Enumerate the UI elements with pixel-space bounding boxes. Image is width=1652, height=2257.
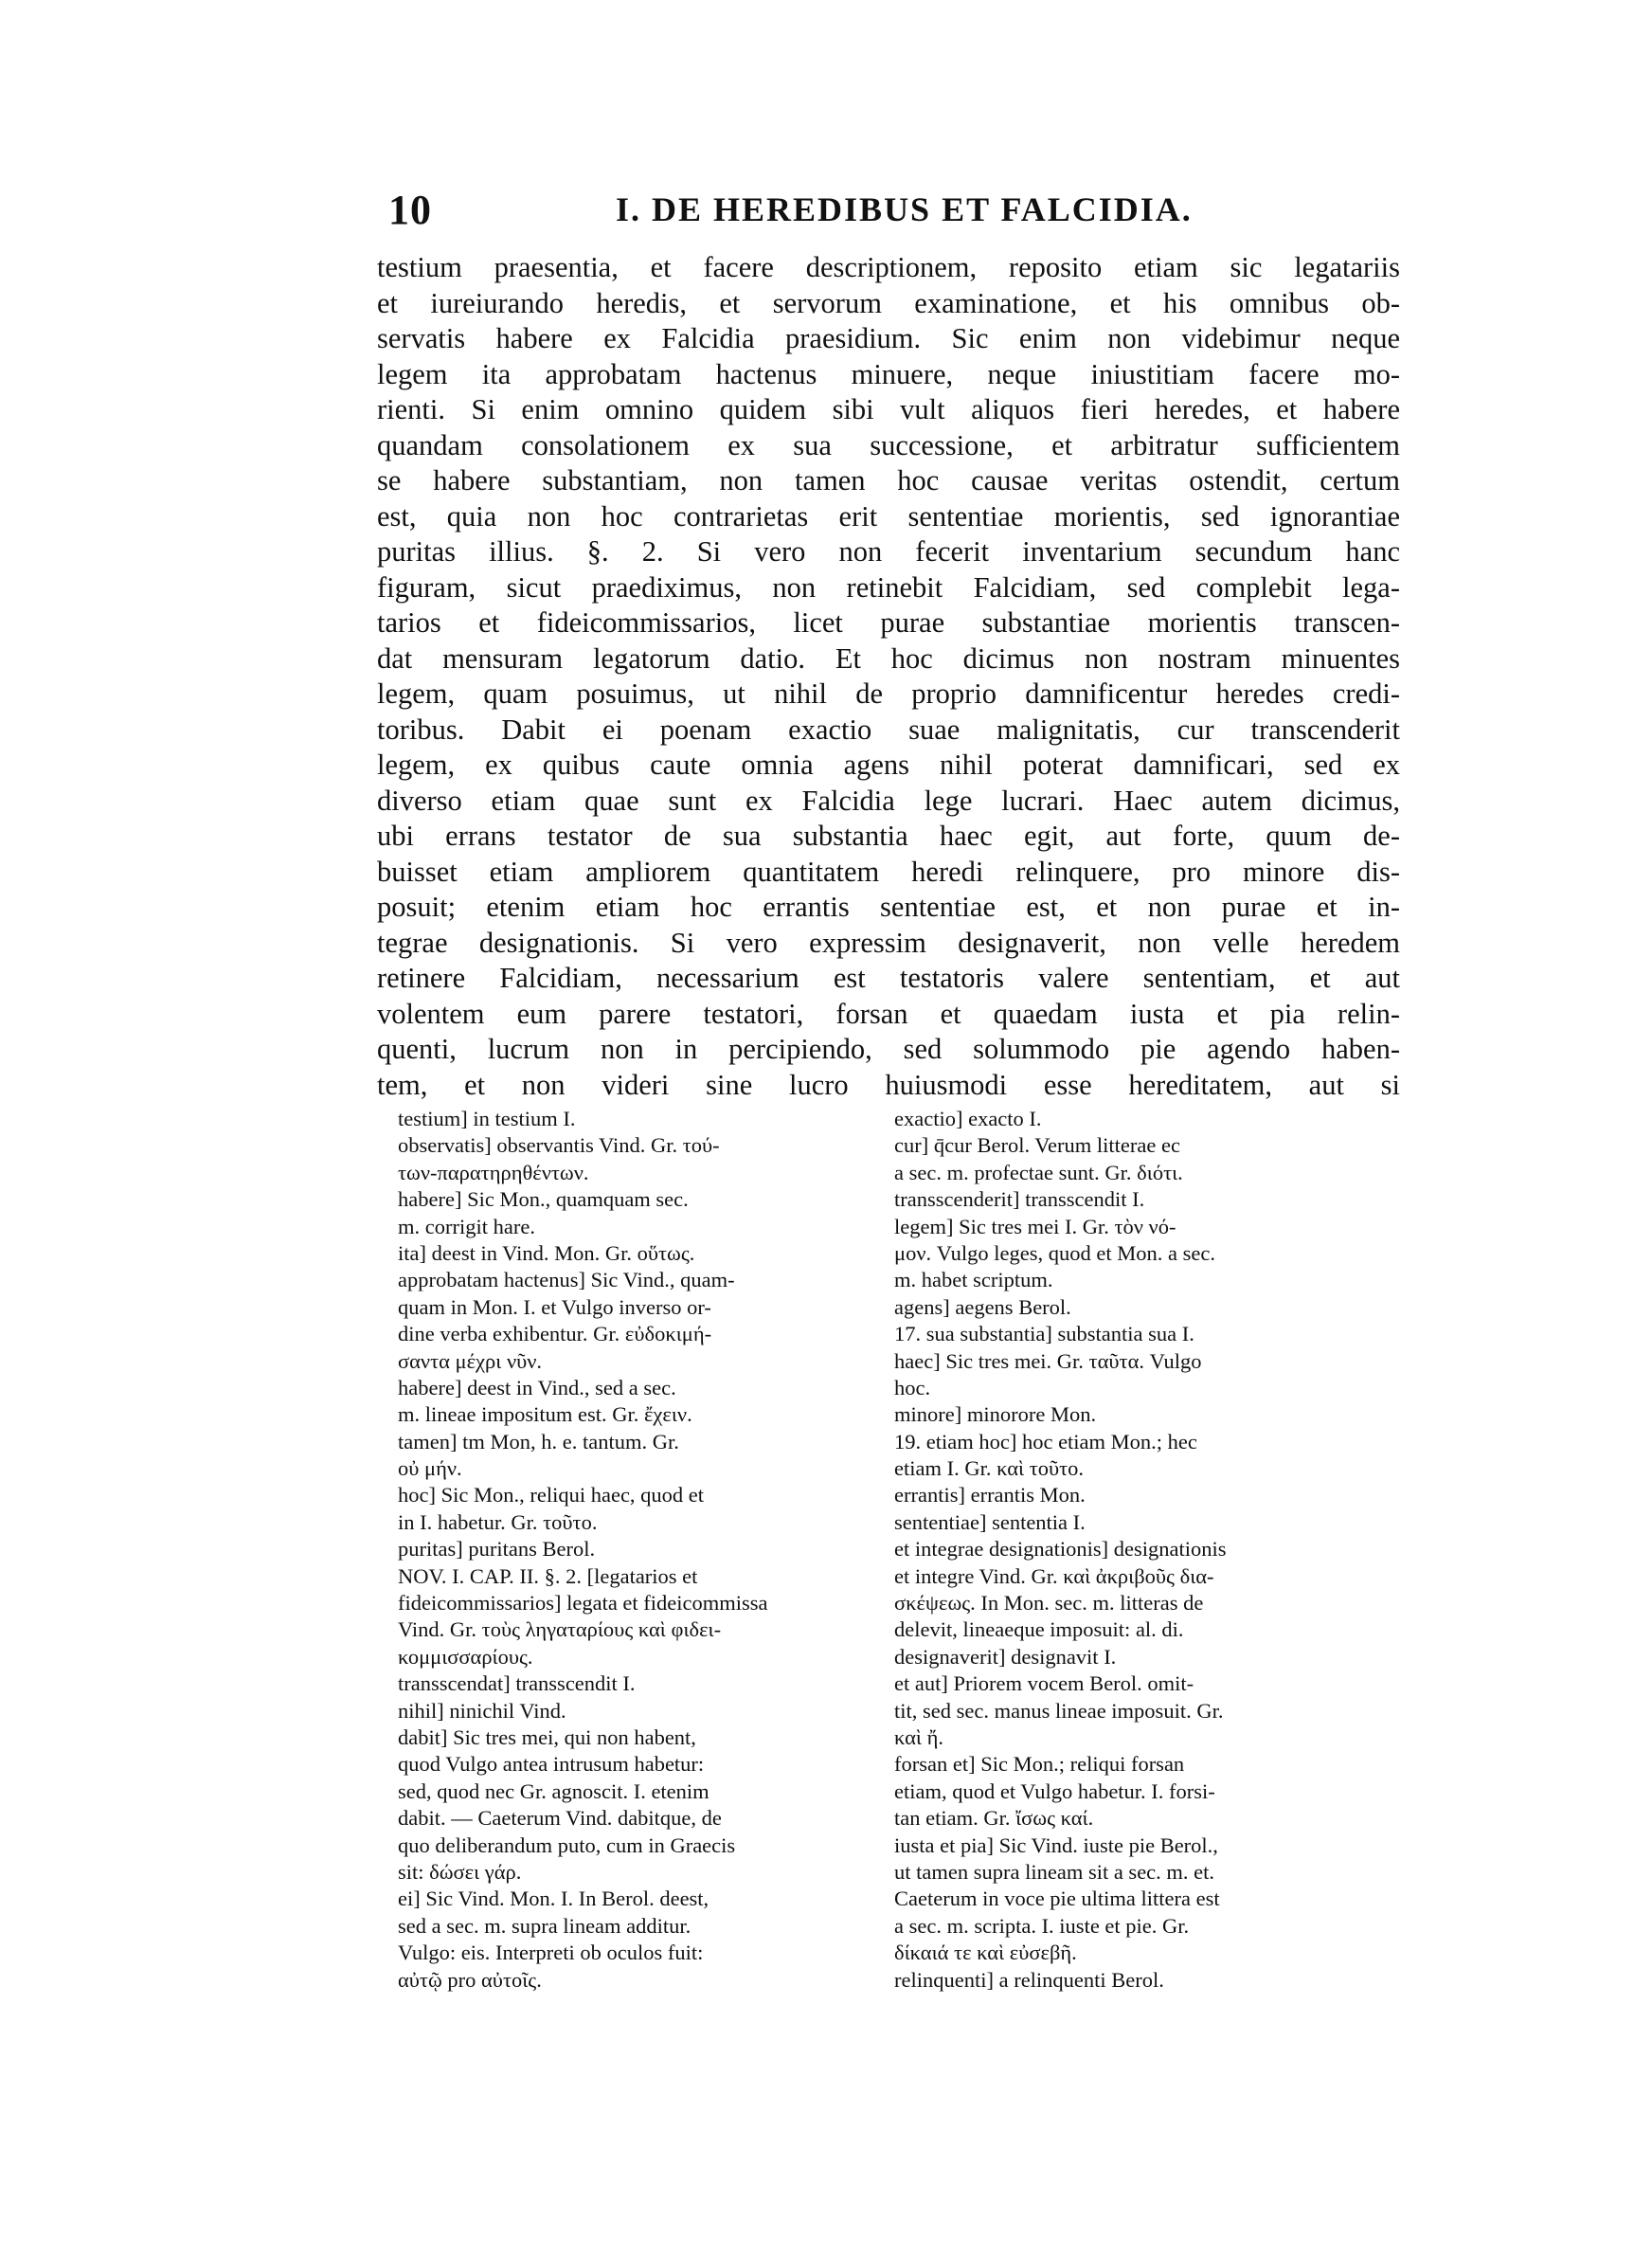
footnote-line: cur] q̄cur Berol. Verum litterae ec	[894, 1133, 1180, 1158]
footnote-line: tan etiam. Gr. ἴσως καί.	[894, 1806, 1094, 1831]
footnote-line: των-παρατηρηθέντων.	[398, 1160, 589, 1184]
footnote-line: agens] aegens Berol.	[894, 1294, 1071, 1319]
main-text-line: dat mensuram legatorum datio. Et hoc dicimus non nostram minuentes	[377, 641, 1400, 675]
main-text-line: buisset etiam ampliorem quantitatem heredi relinquere, pro minore dis-	[377, 855, 1400, 888]
footnote-line: delevit, lineaeque imposuit: al. di.	[894, 1617, 1184, 1642]
main-text-line: tegrae designationis. Si vero expressim designaverit, non velle heredem	[377, 926, 1400, 959]
main-text-line: ubi errans testator de sua substantia haec egit, aut forte, quum de-	[377, 820, 1400, 852]
main-text-line: legem, ex quibus caute omnia agens nihil poterat damnificari, sed ex	[377, 749, 1400, 781]
footnote-line: quod Vulgo antea intrusum habetur:	[398, 1752, 705, 1777]
footnote-line: ei] Sic Vind. Mon. I. In Berol. deest,	[398, 1887, 709, 1911]
page-number: 10	[388, 187, 432, 233]
footnote-line: καὶ ἤ.	[894, 1724, 943, 1749]
main-text-line: est, quia non hoc contrarietas erit sententiae morientis, sed ignorantiae	[377, 499, 1400, 533]
footnote-line: 17. sua substantia] substantia sua I.	[894, 1322, 1194, 1346]
footnote-line: et integre Vind. Gr. καὶ ἀκριβοῦς δια-	[894, 1563, 1214, 1588]
footnote-line: legem] Sic tres mei I. Gr. τὸν νό-	[894, 1214, 1176, 1238]
main-text-line: quenti, lucrum non in percipiendo, sed solummodo pie agendo haben-	[377, 1033, 1400, 1065]
footnote-line: dabit] Sic tres mei, qui non habent,	[398, 1724, 696, 1749]
footnote-line: dabit. — Caeterum Vind. dabitque, de	[398, 1806, 722, 1831]
footnotes-left-column	[398, 1106, 889, 1994]
footnote-line: μον. Vulgo leges, quod et Mon. a sec.	[894, 1240, 1215, 1265]
footnote-line: iusta et pia] Sic Vind. iuste pie Berol.,	[894, 1833, 1218, 1857]
main-text-line: quandam consolationem ex sua successione, et arbitratur sufficientem	[377, 428, 1400, 461]
footnote-line: sententiae] sententia I.	[894, 1509, 1086, 1534]
footnote-line: puritas] puritans Berol.	[398, 1537, 596, 1562]
footnote-line: minore] minorore Mon.	[894, 1402, 1097, 1427]
footnote-line: etiam I. Gr. καὶ τοῦτο.	[894, 1456, 1085, 1481]
main-text-line: toribus. Dabit ei poenam exactio suae malignitatis, cur transcenderit	[377, 713, 1400, 746]
footnote-line: ut tamen supra lineam sit a sec. m. et.	[894, 1859, 1215, 1884]
footnote-line: αὐτῷ pro αὐτοῖς.	[398, 1967, 542, 1992]
footnote-line: forsan et] Sic Mon.; reliqui forsan	[894, 1752, 1185, 1777]
footnote-line: δίκαιά τε καὶ εὐσεβῆ.	[894, 1941, 1077, 1965]
footnote-line: transscendat] transscendit I.	[398, 1671, 636, 1696]
footnote-line: exactio] exacto I.	[894, 1107, 1042, 1130]
footnote-line: tamen] tm Mon, h. e. tantum. Gr.	[398, 1429, 679, 1454]
main-text-line: diverso etiam quae sunt ex Falcidia lege lucrari. Haec autem dicimus,	[377, 784, 1400, 817]
footnote-line: quam in Mon. I. et Vulgo inverso or-	[398, 1294, 711, 1319]
footnote-line: a sec. m. scripta. I. iuste et pie. Gr.	[894, 1913, 1190, 1938]
page-header	[388, 186, 1397, 233]
main-text-line: rienti. Si enim omnino quidem sibi vult aliquos fieri heredes, et habere	[377, 393, 1400, 425]
main-text-line: et iureiurando heredis, et servorum examinatione, et his omnibus ob-	[377, 286, 1400, 319]
footnote-line: m. lineae impositum est. Gr. ἔχειν.	[398, 1402, 692, 1427]
footnote-line: m. habet scriptum.	[894, 1268, 1053, 1292]
footnote-line: Vulgo: eis. Interpreti ob oculos fuit:	[398, 1941, 704, 1965]
main-text-line: posuit; etenim etiam hoc errantis sententiae est, et non purae et in-	[377, 891, 1400, 923]
footnote-line: nihil] ninichil Vind.	[398, 1698, 566, 1723]
main-text-line: legem ita approbatam hactenus minuere, neque iniustitiam facere mo-	[377, 357, 1400, 390]
footnote-line: approbatam hactenus] Sic Vind., quam-	[398, 1268, 735, 1292]
footnote-line: habere] deest in Vind., sed a sec.	[398, 1375, 676, 1399]
footnote-line: οὐ μήν.	[398, 1456, 462, 1481]
main-text-line: tem, et non videri sine lucro huiusmodi esse hereditatem, aut si	[377, 1068, 1400, 1101]
footnote-line: testium] in testium I.	[398, 1107, 576, 1130]
footnote-line: hoc.	[894, 1375, 931, 1399]
footnote-line: σαντα μέχρι νῦν.	[398, 1348, 543, 1373]
footnote-line: errantis] errantis Mon.	[894, 1483, 1086, 1508]
footnote-line: a sec. m. profectae sunt. Gr. διότι.	[894, 1160, 1183, 1184]
footnote-line: sit: δώσει γάρ.	[398, 1859, 522, 1884]
main-text-block	[377, 250, 1400, 1103]
footnote-line: κομμισσαρίους.	[398, 1644, 533, 1669]
footnote-line: etiam, quod et Vulgo habetur. I. forsi-	[894, 1779, 1215, 1803]
main-text-line: legem, quam posuimus, ut nihil de proprio damnificentur heredes credi-	[377, 677, 1400, 710]
main-text-line: tarios et fideicommissarios, licet purae substantiae morientis transcen-	[377, 606, 1400, 639]
footnote-line: dine verba exhibentur. Gr. εὐδοκιμή-	[398, 1322, 712, 1346]
footnote-line: sed, quod nec Gr. agnoscit. I. etenim	[398, 1779, 709, 1803]
main-text-line: volentem eum parere testatori, forsan et quaedam iusta et pia relin-	[377, 997, 1400, 1030]
footnotes-right-column	[894, 1106, 1385, 1994]
footnote-line: fideicommissarios] legata et fideicommissa	[398, 1591, 768, 1616]
footnote-line: haec] Sic tres mei. Gr. ταῦτα. Vulgo	[894, 1348, 1202, 1373]
footnote-line: Caeterum in voce pie ultima littera est	[894, 1887, 1220, 1911]
main-text-line: retinere Falcidiam, necessarium est testatoris valere sententiam, et aut	[377, 962, 1400, 994]
main-text-line: testium praesentia, et facere descriptionem, reposito etiam sic legatariis	[377, 251, 1400, 283]
footnote-line: observatis] observantis Vind. Gr. τού-	[398, 1133, 720, 1158]
footnote-line: σκέψεως. In Mon. sec. m. litteras de	[894, 1591, 1204, 1616]
footnote-line: ita] deest in Vind. Mon. Gr. οὕτως.	[398, 1240, 695, 1265]
main-text-line: puritas illius. §. 2. Si vero non fecerit inventarium secundum hanc	[377, 535, 1400, 568]
footnote-line: m. corrigit hare.	[398, 1214, 535, 1238]
main-text-line: figuram, sicut praediximus, non retinebit Falcidiam, sed complebit lega-	[377, 570, 1400, 604]
footnote-line: NOV. I. CAP. II. §. 2. [legatarios et	[398, 1563, 698, 1588]
footnote-line: tit, sed sec. manus lineae imposuit. Gr.	[894, 1698, 1224, 1723]
footnote-line: relinquenti] a relinquenti Berol.	[894, 1967, 1164, 1992]
main-text-line: se habere substantiam, non tamen hoc causae veritas ostendit, certum	[377, 464, 1400, 497]
footnote-line: in I. habetur. Gr. τοῦτο.	[398, 1509, 598, 1534]
footnote-line: sed a sec. m. supra lineam additur.	[398, 1913, 691, 1938]
footnote-line: habere] Sic Mon., quamquam sec.	[398, 1187, 689, 1212]
footnote-line: et integrae designationis] designationis	[894, 1537, 1227, 1562]
footnote-line: hoc] Sic Mon., reliqui haec, quod et	[398, 1483, 705, 1508]
footnote-line: et aut] Priorem vocem Berol. omit-	[894, 1671, 1194, 1696]
footnote-line: Vind. Gr. τοὺς ληγαταρίους καὶ φιδει-	[398, 1617, 722, 1642]
footnote-line: 19. etiam hoc] hoc etiam Mon.; hec	[894, 1429, 1197, 1454]
main-text-line: servatis habere ex Falcidia praesidium. Sic enim non videbimur neque	[377, 322, 1400, 354]
footnote-line: designaverit] designavit I.	[894, 1644, 1117, 1669]
running-title: I. DE HEREDIBUS ET FALCIDIA.	[616, 190, 1193, 228]
footnote-line: transscenderit] transscendit I.	[894, 1187, 1145, 1212]
footnote-line: quo deliberandum puto, cum in Graecis	[398, 1833, 736, 1857]
